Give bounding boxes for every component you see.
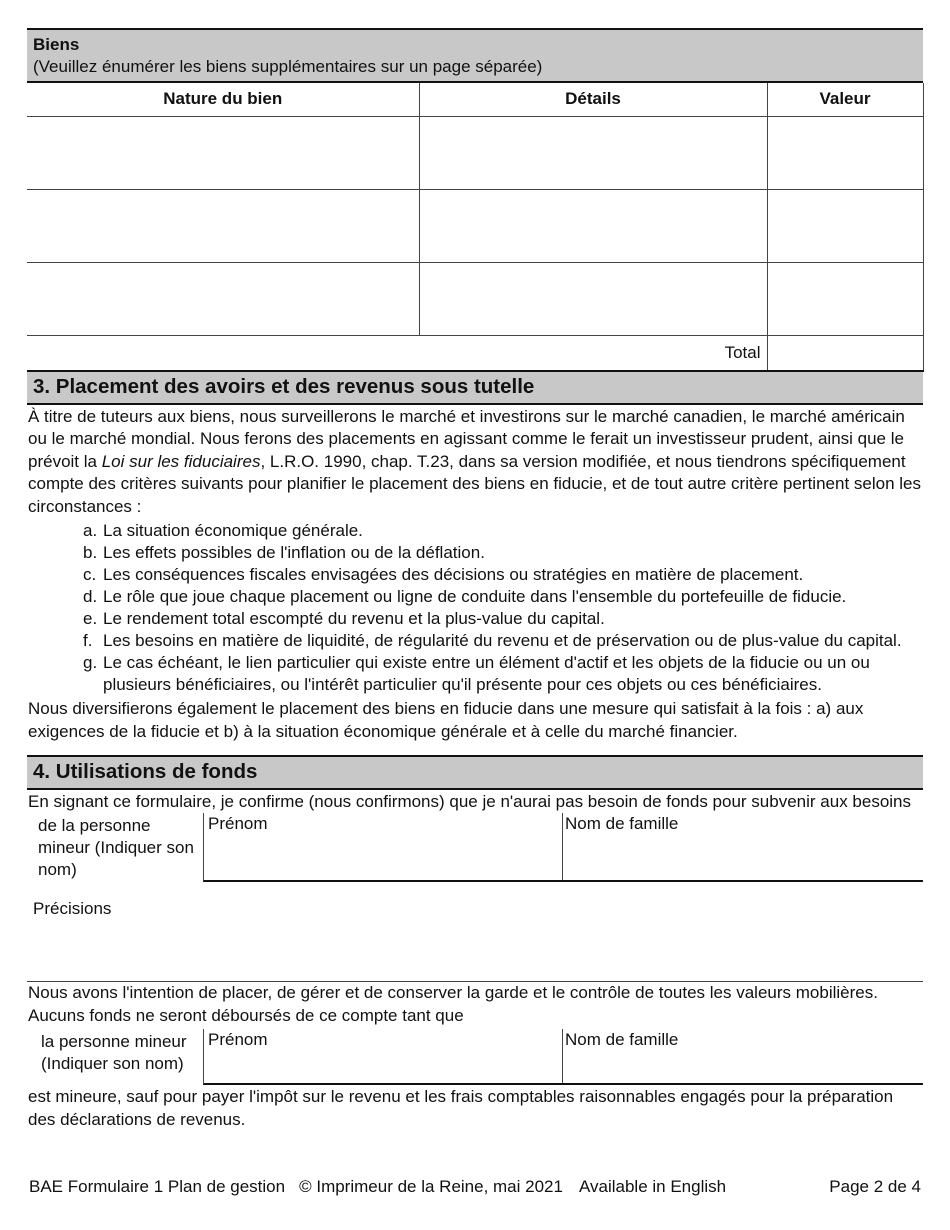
table-row	[27, 262, 923, 335]
criterion-text: Les besoins en matière de liquidité, de régularité du revenu et de préservation ou de plus-value du capital.	[103, 631, 902, 651]
criterion-letter: c.	[83, 565, 97, 585]
last-name-label: Nom de famille	[565, 814, 679, 834]
criterion-letter: f.	[83, 631, 93, 651]
criterion-text: Les conséquences fiscales envisagées des décisions ou stratégies en matière de placement.	[103, 565, 804, 585]
minor-name-label-2: la personne mineur (Indiquer son nom)	[41, 1032, 187, 1074]
list-item	[83, 608, 923, 630]
list-item	[83, 652, 923, 696]
section-3-title: 3. Placement des avoirs et des revenus sous tutelle	[27, 372, 923, 405]
details-input[interactable]	[419, 262, 767, 335]
criterion-text: Le rendement total escompté du revenu et la plus-value du capital.	[103, 609, 605, 629]
list-item	[83, 586, 923, 608]
section-3-intro-part2: , L.R.O. 1990, chap. T.23, dans sa version modifiée, et nous tiendrons spécifiquement compte des critères suivants pour planifier le placement des biens en fiducie, et de tout autre critère pertinent selon les circonstances :	[28, 451, 921, 516]
assets-table	[27, 83, 924, 372]
page-number: Page 2 de 4	[829, 1177, 921, 1196]
first-name-label: Prénom	[208, 814, 268, 834]
trustee-act-name: Loi sur les fiduciaires	[101, 451, 261, 471]
form-name: BAE Formulaire 1 Plan de gestion	[29, 1177, 286, 1196]
list-item	[83, 630, 923, 652]
section-3-intro-part1: À titre de tuteurs aux biens, nous surveillerons le marché et investirons sur le marché canadien, le marché américain ou le marché mondial. Nous ferons des placements en agissant comme le ferait un investisseur prudent, ainsi que le prévoit la	[28, 406, 905, 471]
table-row	[27, 189, 923, 262]
nature-input[interactable]	[27, 116, 419, 189]
last-name-field[interactable]	[563, 813, 923, 880]
list-item	[83, 542, 923, 564]
criterion-letter: e.	[83, 609, 98, 629]
section-3-closing: Nous diversifierons également le placement des biens en fiducie dans une mesure qui satisfait à la fois : a) aux exigences de la fiducie et b) à la situation économique générale et à celle du marché financier.	[28, 699, 864, 741]
criterion-text: Le rôle que joue chaque placement ou ligne de conduite dans l'ensemble du portefeuille de fiducie.	[103, 587, 847, 607]
copyright-notice: © Imprimeur de la Reine, mai 2021	[299, 1177, 563, 1196]
nature-input[interactable]	[27, 262, 419, 335]
value-input[interactable]	[767, 116, 923, 189]
value-input[interactable]	[767, 189, 923, 262]
value-input[interactable]	[767, 262, 923, 335]
list-item	[83, 520, 923, 542]
details-input[interactable]	[419, 189, 767, 262]
minor-name-row-1	[27, 813, 923, 882]
intent-statement: Nous avons l'intention de placer, de gérer et de conserver la garde et le contrôle de toutes les valeurs mobilières. Aucuns fonds ne seront déboursés de ce compte tant que	[28, 983, 878, 1025]
criteria-list	[83, 520, 923, 696]
assets-header-row	[27, 83, 923, 116]
last-name-field-2[interactable]	[563, 1029, 923, 1083]
minor-name-label-1: de la personne mineur (Indiquer son nom)	[38, 816, 194, 880]
criterion-letter: a.	[83, 521, 98, 541]
section-4-title: 4. Utilisations de fonds	[27, 755, 923, 790]
criterion-text: La situation économique générale.	[103, 521, 363, 541]
column-header-nature: Nature du bien	[27, 83, 419, 116]
minor-name-row-2	[27, 1029, 923, 1085]
table-row	[27, 116, 923, 189]
column-header-value: Valeur	[767, 83, 923, 116]
list-item	[83, 564, 923, 586]
nature-input[interactable]	[27, 189, 419, 262]
details-label: Précisions	[33, 899, 112, 919]
first-name-field[interactable]	[204, 813, 563, 880]
page-footer	[29, 1176, 921, 1198]
total-label: Total	[27, 335, 767, 371]
section-4-closing: est mineure, sauf pour payer l'impôt sur le revenu et les frais comptables raisonnables engagés pour la préparation des déclarations de revenus.	[28, 1087, 894, 1129]
last-name-label-2: Nom de famille	[565, 1030, 679, 1050]
total-value-input[interactable]	[767, 335, 923, 371]
total-row	[27, 335, 923, 371]
section-3-intro	[27, 406, 923, 519]
assets-subheading: (Veuillez énumérer les biens supplémentaires sur un page séparée)	[33, 57, 543, 77]
criterion-letter: g.	[83, 653, 98, 673]
form-page	[27, 28, 923, 1131]
criterion-text: Le cas échéant, le lien particulier qui existe entre un élément d'actif et les objets de la fiducie ou un ou plusieurs bénéficiaires, ou l'intérêt particulier qu'il présente pour ces objets ou ces bénéficiaires.	[103, 653, 870, 695]
assets-heading: Biens	[33, 35, 80, 54]
criterion-text: Les effets possibles de l'inflation ou de la déflation.	[103, 543, 485, 563]
minor-name-fields-2	[203, 1029, 923, 1085]
first-name-label-2: Prénom	[208, 1030, 268, 1050]
language-note: Available in English	[578, 1177, 727, 1196]
first-name-field-2[interactable]	[204, 1029, 563, 1083]
details-field[interactable]	[27, 882, 923, 982]
assets-header	[27, 28, 923, 83]
column-header-details: Détails	[419, 83, 767, 116]
minor-name-fields-1	[203, 813, 923, 882]
criterion-letter: d.	[83, 587, 98, 607]
section-4-intro: En signant ce formulaire, je confirme (nous confirmons) que je n'aurai pas besoin de fonds pour subvenir aux besoins	[28, 791, 912, 811]
criterion-letter: b.	[83, 543, 98, 563]
details-input[interactable]	[419, 116, 767, 189]
